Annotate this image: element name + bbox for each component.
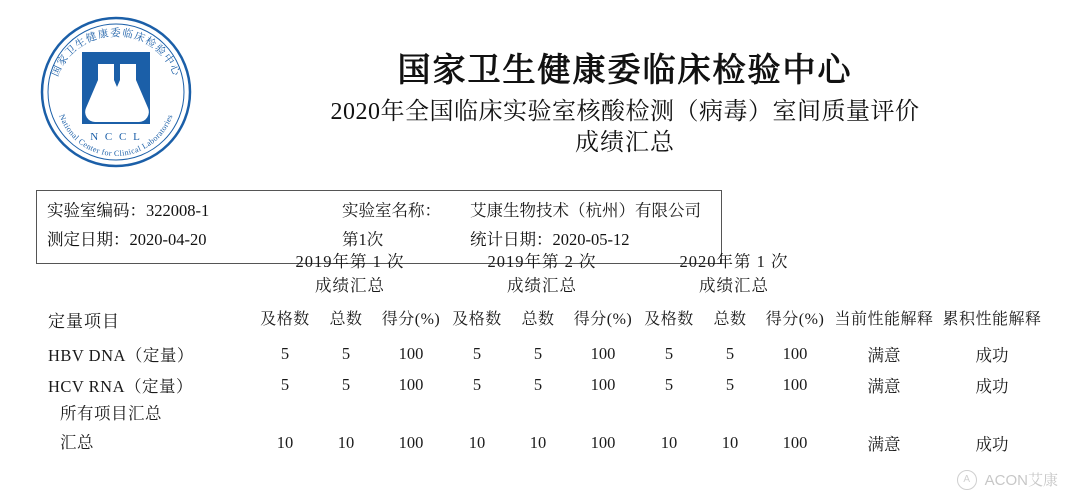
lab-name-value: 艾康生物技术（杭州）有限公司	[470, 201, 701, 220]
svg-text:N C C L: N C C L	[90, 131, 142, 143]
row-0-current-performance: 满意	[867, 346, 901, 366]
group-header-2	[446, 250, 638, 300]
row-0-g1-score: 100	[398, 344, 424, 364]
group-3-line2: 成绩汇总	[699, 275, 770, 295]
column-header-pass-3: 及格数	[644, 310, 694, 328]
row-1-g2-total: 5	[533, 375, 543, 395]
summary-g1-pass: 10	[276, 433, 294, 453]
summary-g1-score: 100	[398, 433, 424, 453]
summary-g3-total: 10	[721, 433, 739, 453]
column-header-cumulative-performance: 累积性能解释	[942, 310, 1042, 328]
table-column-header-row	[36, 300, 1046, 339]
row-1-current-performance: 满意	[867, 377, 901, 397]
column-header-score-3: 得分(%)	[765, 310, 825, 328]
row-1-g2-pass: 5	[472, 375, 482, 395]
row-0-g1-pass: 5	[280, 344, 290, 364]
row-1-g1-pass: 5	[280, 375, 290, 395]
group-header-3	[638, 250, 830, 300]
nccl-logo	[36, 12, 196, 172]
row-1-g2-score: 100	[590, 375, 616, 395]
group-3-line1: 2020年第 1 次	[679, 252, 789, 271]
watermark-text: ACON艾康	[984, 472, 1058, 489]
summary-spacer	[254, 401, 1046, 428]
summary-label-line2: 汇总	[60, 433, 94, 453]
watermark-icon: A	[957, 470, 977, 490]
page-title: 国家卫生健康委临床检验中心	[397, 53, 853, 89]
group-2-line1: 2019年第 2 次	[487, 252, 597, 271]
lab-info-row-1	[47, 197, 711, 226]
summary-label-line1: 所有项目汇总	[60, 404, 162, 424]
row-1-g3-score: 100	[782, 375, 808, 395]
row-1-cumulative-performance: 成功	[975, 377, 1009, 397]
report-subtitle: 成绩汇总	[575, 129, 675, 156]
column-header-total-2: 总数	[521, 310, 555, 328]
lab-name-label: 实验室名称：	[342, 201, 441, 220]
group-1-line2: 成绩汇总	[315, 275, 385, 295]
column-header-score-1: 得分(%)	[381, 310, 441, 328]
row-0-g2-total: 5	[533, 344, 543, 364]
row-1-g1-total: 5	[341, 375, 351, 395]
lab-code-label: 实验室编码：	[47, 201, 146, 220]
summary-g2-score: 100	[590, 433, 616, 453]
table-row	[36, 339, 1046, 370]
lab-code-field	[47, 197, 342, 226]
summary-g2-pass: 10	[468, 433, 486, 453]
row-0-g3-score: 100	[782, 344, 808, 364]
group-2-line2: 成绩汇总	[507, 275, 578, 295]
row-item-name: HBV DNA（定量）	[48, 346, 194, 366]
column-header-pass-2: 及格数	[452, 310, 502, 328]
row-item-name: HCV RNA（定量）	[48, 377, 194, 397]
summary-cumulative-performance: 成功	[975, 435, 1009, 455]
column-header-score-2: 得分(%)	[573, 310, 633, 328]
batch-label: 第1次	[342, 229, 384, 249]
summary-g2-total: 10	[529, 433, 547, 453]
column-header-total-1: 总数	[329, 310, 363, 328]
group-header-1	[254, 250, 446, 300]
results-table	[36, 250, 1046, 459]
table-group-header-row	[36, 250, 1046, 300]
svg-text:National Center for Clinical L: National Center for Clinical Laboratories	[57, 112, 175, 159]
svg-text:国家卫生健康委临床检验中心: 国家卫生健康委临床检验中心	[50, 28, 182, 79]
summary-current-performance: 满意	[867, 435, 901, 455]
group-1-line1: 2019年第 1 次	[295, 252, 405, 271]
table-row	[36, 370, 1046, 401]
row-1-g3-total: 5	[725, 375, 735, 395]
stat-date-label: 统计日期：	[470, 229, 553, 249]
row-0-g3-total: 5	[725, 344, 735, 364]
summary-row	[36, 428, 1046, 459]
test-date-label: 测定日期：	[47, 229, 130, 249]
row-0-g1-total: 5	[341, 344, 351, 364]
title-block	[190, 52, 1060, 159]
summary-label-row	[36, 401, 1046, 428]
spacer-cell-2	[830, 250, 938, 300]
lab-code-value: 322008-1	[146, 201, 210, 220]
column-header-item: 定量项目	[48, 311, 120, 331]
test-date-value: 2020-04-20	[129, 229, 207, 249]
row-1-g3-pass: 5	[664, 375, 674, 395]
spacer-cell	[36, 250, 254, 300]
stat-date-value: 2020-05-12	[552, 229, 630, 249]
row-1-g1-score: 100	[398, 375, 424, 395]
column-header-total-3: 总数	[713, 310, 747, 328]
row-0-cumulative-performance: 成功	[975, 346, 1009, 366]
results-table-wrapper	[36, 250, 1046, 459]
summary-g3-score: 100	[782, 433, 808, 453]
summary-g1-total: 10	[337, 433, 355, 453]
report-title: 2020年全国临床实验室核酸检测（病毒）室间质量评价	[330, 98, 920, 125]
column-header-current-performance: 当前性能解释	[834, 310, 934, 328]
document-header	[0, 0, 1080, 175]
column-header-pass-1: 及格数	[260, 310, 310, 328]
spacer-cell-3	[938, 250, 1046, 300]
summary-g3-pass: 10	[660, 433, 678, 453]
row-0-g2-pass: 5	[472, 344, 482, 364]
row-0-g3-pass: 5	[664, 344, 674, 364]
row-0-g2-score: 100	[590, 344, 616, 364]
watermark	[957, 469, 1058, 490]
